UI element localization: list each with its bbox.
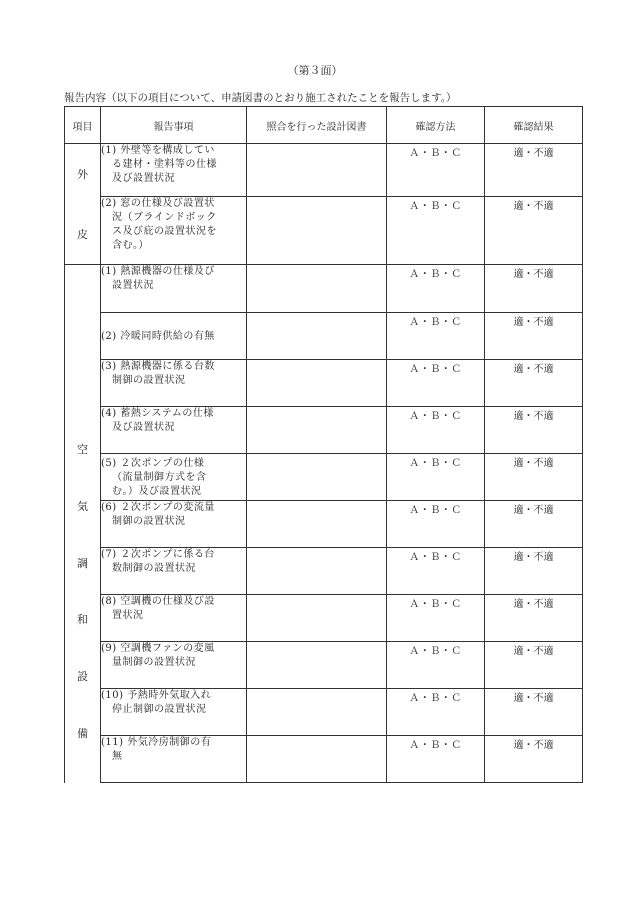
design-doc-cell[interactable] xyxy=(247,736,387,783)
method-cell[interactable]: Ａ・Ｂ・Ｃ xyxy=(387,595,485,642)
table-row xyxy=(65,197,583,265)
method-cell[interactable]: Ａ・Ｂ・Ｃ xyxy=(387,313,485,360)
design-doc-cell[interactable] xyxy=(247,197,387,265)
design-doc-cell[interactable] xyxy=(247,548,387,595)
design-doc-cell[interactable] xyxy=(247,313,387,360)
design-doc-cell[interactable] xyxy=(247,642,387,689)
item-line: 制御の設置状況 xyxy=(112,516,186,527)
design-doc-cell[interactable] xyxy=(247,265,387,313)
report-item xyxy=(101,501,247,548)
table-row xyxy=(65,548,583,595)
design-doc-cell[interactable] xyxy=(247,144,387,197)
result-cell[interactable]: 適・不適 xyxy=(485,454,583,501)
item-line: (10) 予熱時外気取入れ xyxy=(101,690,212,701)
table-row xyxy=(65,454,583,501)
item-line: む。）及び設置状況 xyxy=(112,486,202,497)
design-doc-cell[interactable] xyxy=(247,595,387,642)
report-item xyxy=(101,407,247,454)
item-line: (9) 空調機ファンの変風 xyxy=(101,643,215,654)
table-row xyxy=(65,689,583,736)
report-item xyxy=(101,197,247,265)
table-row xyxy=(65,736,583,783)
category-char: 皮 xyxy=(77,228,88,241)
table-header-row xyxy=(65,107,583,144)
method-cell[interactable]: Ａ・Ｂ・Ｃ xyxy=(387,689,485,736)
category-char: 和 xyxy=(77,613,88,627)
method-cell[interactable]: Ａ・Ｂ・Ｃ xyxy=(387,407,485,454)
report-item xyxy=(101,689,247,736)
header-result: 確認結果 xyxy=(485,107,583,144)
category-char: 気 xyxy=(77,499,88,513)
result-cell[interactable]: 適・不適 xyxy=(485,595,583,642)
method-cell[interactable]: Ａ・Ｂ・Ｃ xyxy=(387,360,485,407)
item-line: (4) 蓄熱システムの仕様 xyxy=(101,408,214,419)
report-item xyxy=(101,642,247,689)
category-air-conditioning xyxy=(65,265,101,783)
design-doc-cell[interactable] xyxy=(247,454,387,501)
item-line: (2) 窓の仕様及び設置状 xyxy=(101,198,215,210)
result-cell[interactable]: 適・不適 xyxy=(485,736,583,783)
item-line: る建材・塗料等の仕様 xyxy=(112,159,217,170)
table-row xyxy=(65,501,583,548)
category-char: 空 xyxy=(77,443,88,456)
table-row xyxy=(65,595,583,642)
report-item xyxy=(101,595,247,642)
design-doc-cell[interactable] xyxy=(247,407,387,454)
category-char: 設 xyxy=(77,670,88,684)
design-doc-cell[interactable] xyxy=(247,501,387,548)
item-line: 無 xyxy=(112,751,123,762)
category-gaiko xyxy=(65,144,101,265)
result-cell[interactable]: 適・不適 xyxy=(485,689,583,736)
report-item xyxy=(101,144,247,197)
result-cell[interactable]: 適・不適 xyxy=(485,313,583,360)
item-line: 及び設置状況 xyxy=(112,422,175,433)
item-line: 停止制御の設置状況 xyxy=(112,704,207,715)
result-cell[interactable]: 適・不適 xyxy=(485,642,583,689)
item-line: (1) 熱源機器の仕様及び xyxy=(101,266,215,277)
item-line: 量制御の設置状況 xyxy=(112,657,196,668)
item-line: (1) 外壁等を構成してい xyxy=(101,145,215,156)
report-item xyxy=(101,548,247,595)
item-line: (3) 熱源機器に係る台数 xyxy=(101,361,215,372)
table-row xyxy=(65,642,583,689)
method-cell[interactable]: Ａ・Ｂ・Ｃ xyxy=(387,736,485,783)
table-row xyxy=(65,265,583,313)
method-cell[interactable]: Ａ・Ｂ・Ｃ xyxy=(387,454,485,501)
method-cell[interactable]: Ａ・Ｂ・Ｃ xyxy=(387,197,485,265)
report-item xyxy=(101,736,247,783)
result-cell[interactable]: 適・不適 xyxy=(485,144,583,197)
report-item xyxy=(101,454,247,501)
header-item: 報告事項 xyxy=(101,107,247,144)
item-line: (8) 空調機の仕様及び設 xyxy=(101,596,215,607)
method-cell[interactable]: Ａ・Ｂ・Ｃ xyxy=(387,548,485,595)
result-cell[interactable]: 適・不適 xyxy=(485,265,583,313)
item-line: (11) 外気冷房制御の有 xyxy=(101,737,212,748)
category-char: 外 xyxy=(77,168,88,181)
page-number: （第３面） xyxy=(287,64,343,77)
item-line: (7) ２次ポンプに係る台 xyxy=(101,549,215,560)
table-row xyxy=(65,313,583,360)
header-category: 項目 xyxy=(65,107,101,144)
item-line: 及び設置状況 xyxy=(112,173,175,184)
header-method: 確認方法 xyxy=(387,107,485,144)
item-line: 含む。） xyxy=(112,240,149,252)
method-cell[interactable]: Ａ・Ｂ・Ｃ xyxy=(387,501,485,548)
table-row xyxy=(65,360,583,407)
item-line: 制御の設置状況 xyxy=(112,375,186,386)
item-line: 置状況 xyxy=(112,610,144,621)
report-item xyxy=(101,313,247,360)
result-cell[interactable]: 適・不適 xyxy=(485,360,583,407)
design-doc-cell[interactable] xyxy=(247,689,387,736)
item-line: (6) ２次ポンプの変流量 xyxy=(101,502,215,513)
report-item xyxy=(101,265,247,313)
result-cell[interactable]: 適・不適 xyxy=(485,548,583,595)
item-line: (5) ２次ポンプの仕様 xyxy=(101,458,205,469)
report-intro: 報告内容（以下の項目について、申請図書のとおり施工されたことを報告します。） xyxy=(64,92,457,104)
category-char: 調 xyxy=(77,556,88,570)
table-row xyxy=(65,407,583,454)
item-line: ス及び庇の設置状況を xyxy=(112,226,217,238)
method-cell[interactable]: Ａ・Ｂ・Ｃ xyxy=(387,265,485,313)
category-char: 備 xyxy=(77,726,88,740)
design-doc-cell[interactable] xyxy=(247,360,387,407)
method-cell[interactable]: Ａ・Ｂ・Ｃ xyxy=(387,144,485,197)
report-table xyxy=(64,106,583,783)
item-line: 況（ブラインドボック xyxy=(112,212,217,224)
result-cell[interactable]: 適・不適 xyxy=(485,501,583,548)
report-item xyxy=(101,360,247,407)
method-cell[interactable]: Ａ・Ｂ・Ｃ xyxy=(387,642,485,689)
result-cell[interactable]: 適・不適 xyxy=(485,407,583,454)
item-line: (2) 冷暖同時供給の有無 xyxy=(101,331,215,342)
table-row xyxy=(65,144,583,197)
item-line: 数制御の設置状況 xyxy=(112,563,196,574)
result-cell[interactable]: 適・不適 xyxy=(485,197,583,265)
item-line: 設置状況 xyxy=(112,280,154,291)
header-design-doc: 照合を行った設計図書 xyxy=(247,107,387,144)
item-line: （流量制御方式を含 xyxy=(112,472,207,483)
